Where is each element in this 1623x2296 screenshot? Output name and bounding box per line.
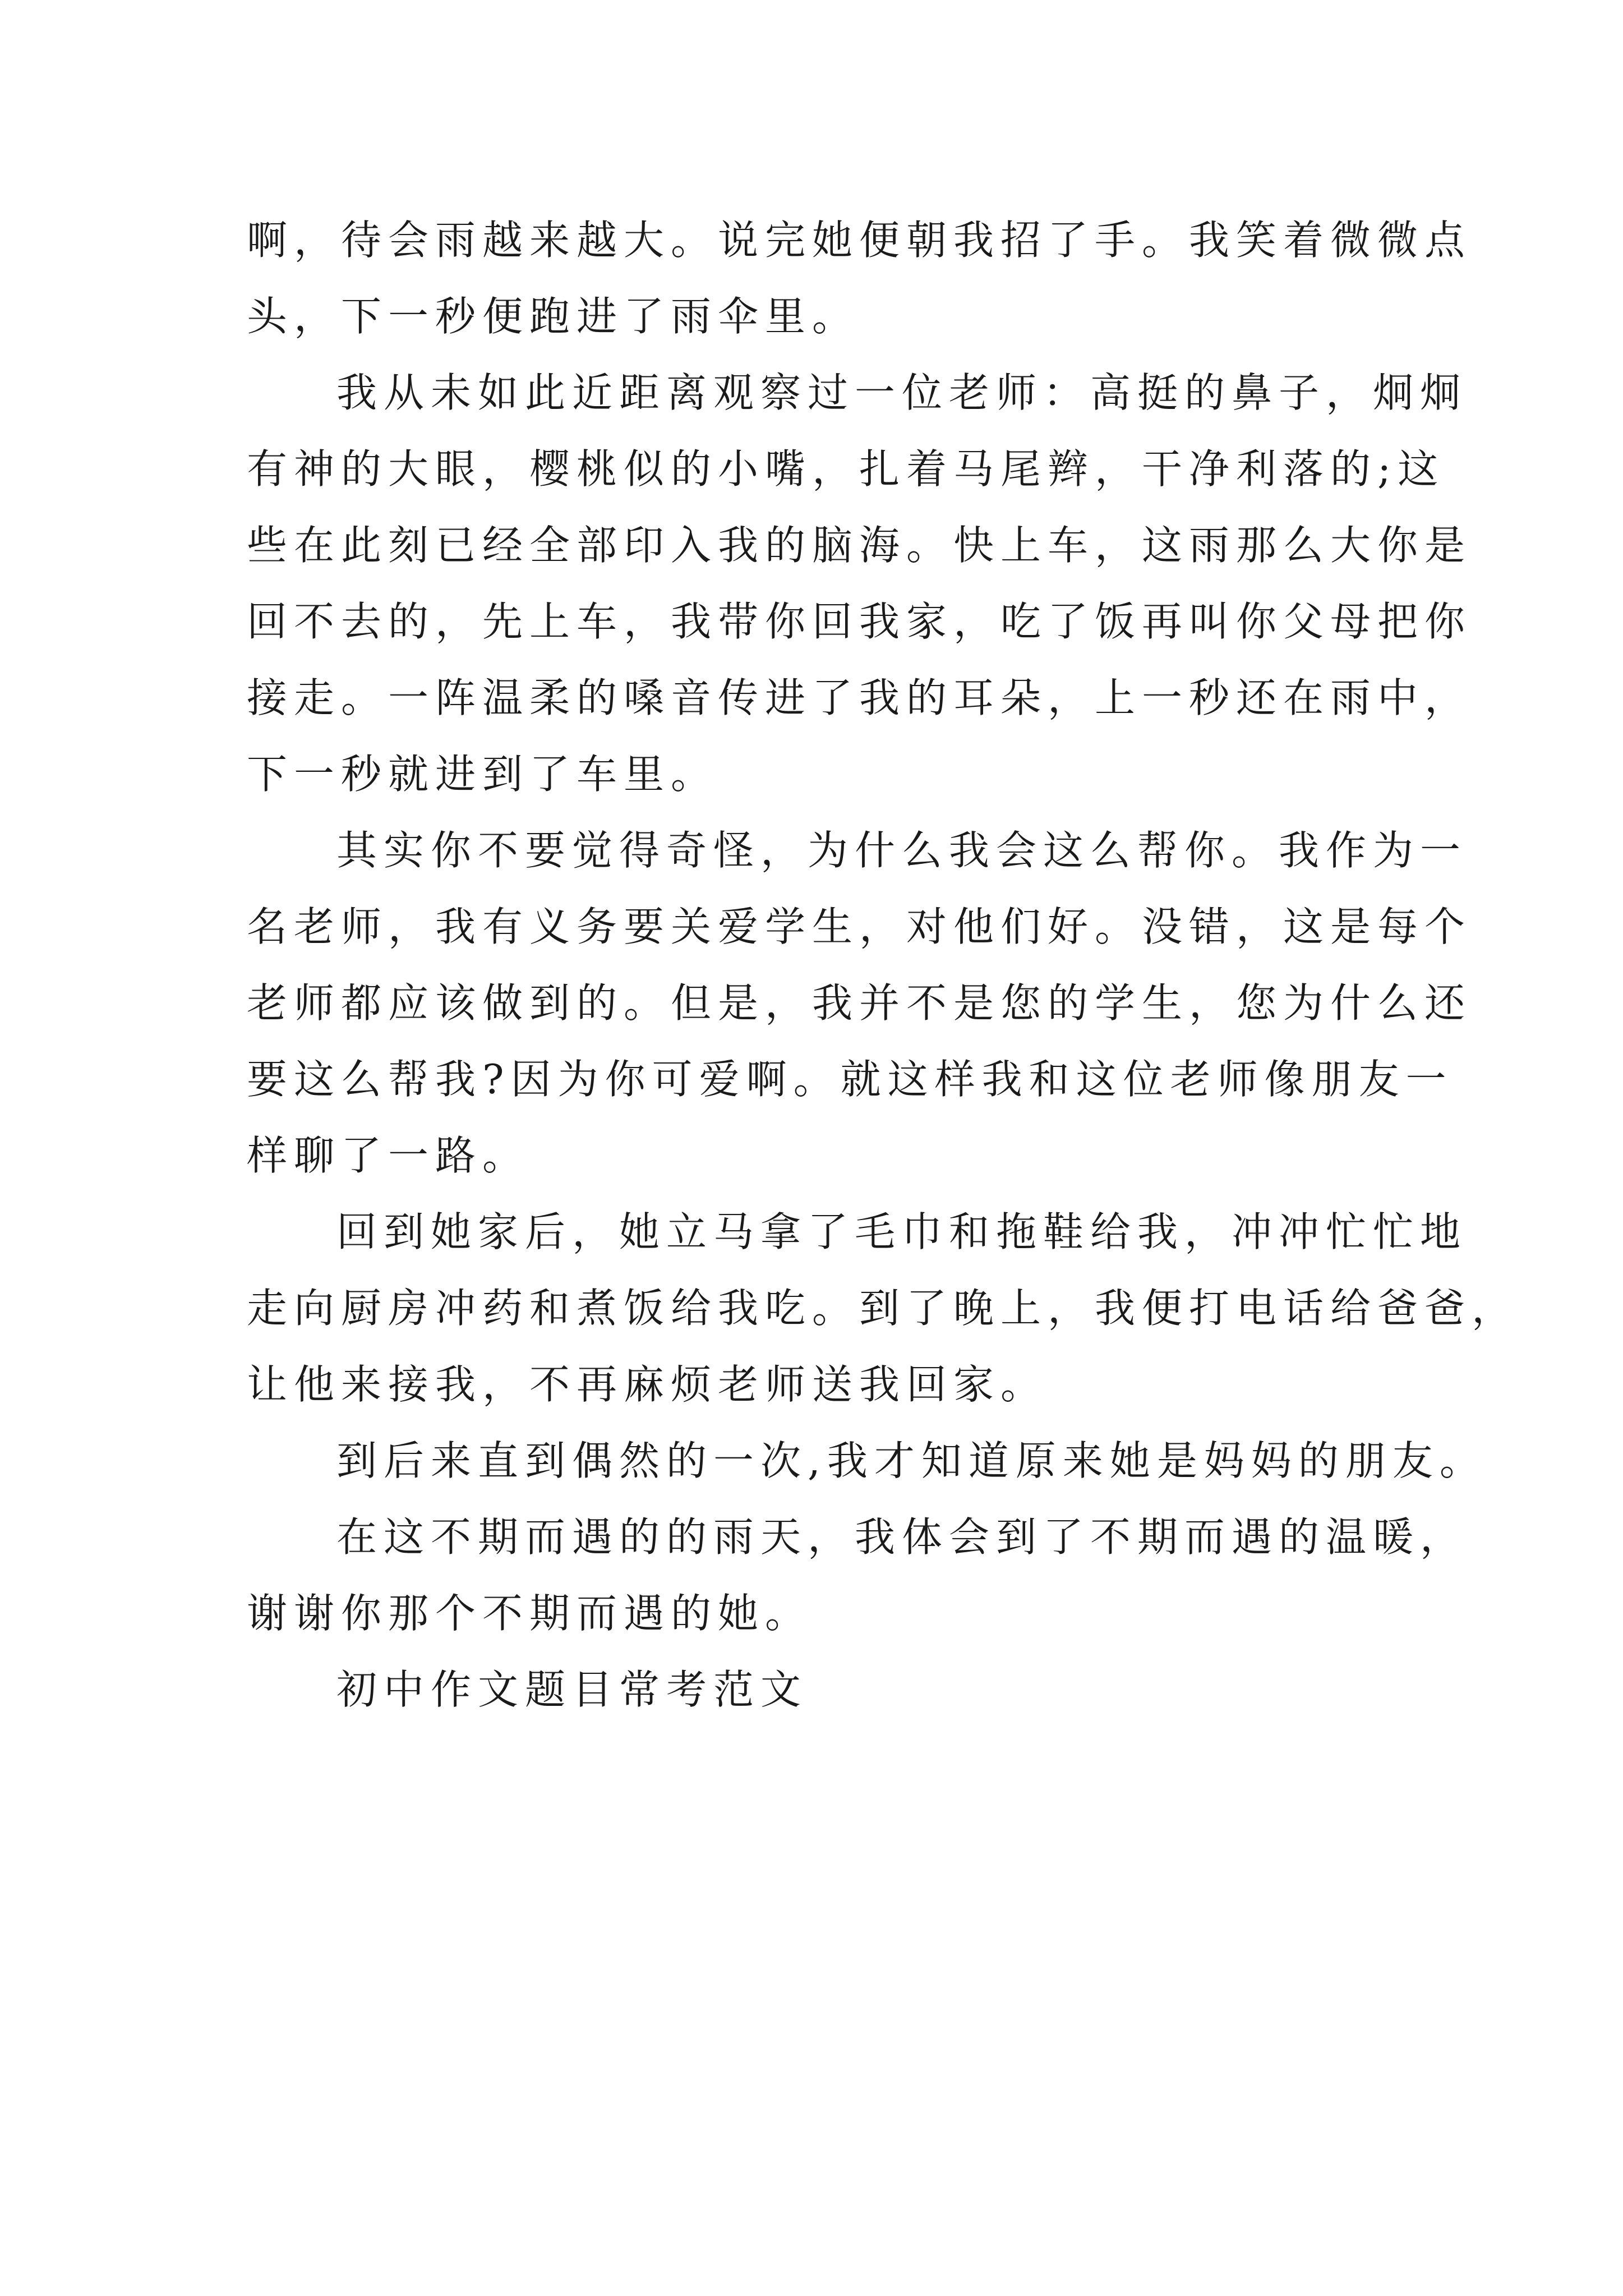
document-body: [247, 202, 1519, 1728]
text-line: 有神的大眼，樱桃似的小嘴，扎着马尾辫，干净利落的;这: [247, 445, 1445, 493]
text-line: 老师都应该做到的。但是，我并不是您的学生，您为什么还: [247, 979, 1472, 1027]
text-line: 回到她家后，她立马拿了毛巾和拖鞋给我，冲冲忙忙地: [336, 1208, 1468, 1255]
text-line: 在这不期而遇的的雨天，我体会到了不期而遇的温暖，: [336, 1513, 1468, 1561]
paragraph: [247, 1651, 1391, 1728]
paragraph: [247, 202, 1472, 355]
paragraph: [247, 1194, 1519, 1423]
text-line: 回不去的，先上车，我带你回我家，吃了饭再叫你父母把你: [247, 598, 1472, 645]
text-line: 初中作文题目常考范文: [336, 1666, 808, 1713]
text-line: 要这么帮我?因为你可爱啊。就这样我和这位老师像朋友一: [247, 1056, 1453, 1103]
text-line: 头，下一秒便跑进了雨伞里。: [247, 293, 860, 340]
text-line: 让他来接我，不再麻烦老师送我回家。: [247, 1361, 1048, 1408]
text-line: 到后来直到偶然的一次,我才知道原来她是妈妈的朋友。: [336, 1437, 1487, 1484]
text-line: 其实你不要觉得奇怪，为什么我会这么帮你。我作为一: [336, 827, 1468, 874]
paragraph: [247, 812, 1472, 1194]
text-line: 名老师，我有义务要关爱学生，对他们好。没错，这是每个: [247, 903, 1472, 950]
paragraph: [247, 1423, 1487, 1499]
text-line: 下一秒就进到了车里。: [247, 751, 718, 798]
paragraph: [247, 1499, 1468, 1651]
text-line: 些在此刻已经全部印入我的脑海。快上车，这雨那么大你是: [247, 522, 1472, 569]
paragraph: [247, 355, 1472, 812]
text-line: 我从未如此近距离观察过一位老师：高挺的鼻子，炯炯: [336, 369, 1468, 416]
text-line: 谢谢你那个不期而遇的她。: [247, 1590, 813, 1637]
text-line: 啊，待会雨越来越大。说完她便朝我招了手。我笑着微微点: [247, 217, 1472, 264]
text-line: 样聊了一路。: [247, 1132, 530, 1179]
text-line: 走向厨房冲药和煮饭给我吃。到了晚上，我便打电话给爸爸，: [247, 1285, 1519, 1332]
text-line: 接走。一阵温柔的嗓音传进了我的耳朵，上一秒还在雨中，: [247, 674, 1472, 721]
